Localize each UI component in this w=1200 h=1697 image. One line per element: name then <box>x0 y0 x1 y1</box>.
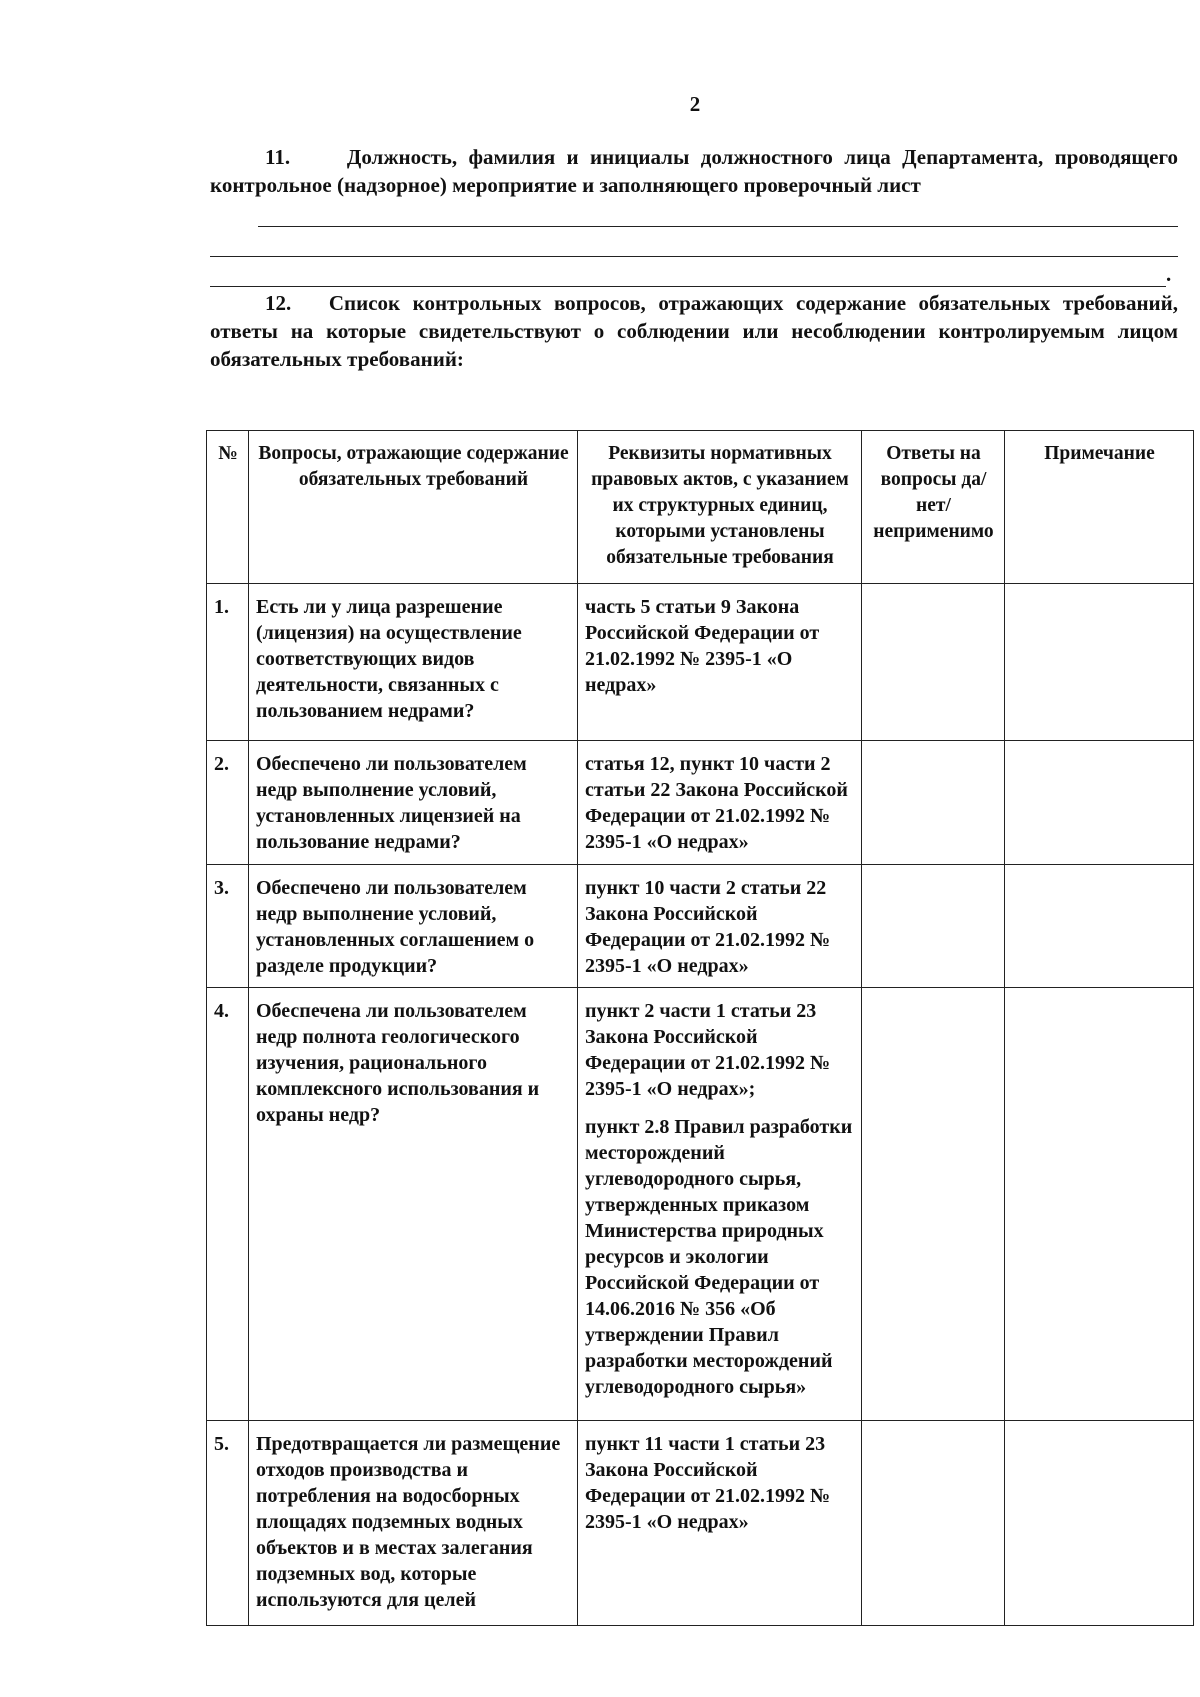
item-11-number: 11. <box>265 145 291 169</box>
answer-cell[interactable] <box>862 741 1005 865</box>
row-requisites <box>578 1421 862 1626</box>
item-11-text: Должность, фамилия и инициалы должностного лица Департамента, проводящего контрольное (надзорное) мероприятие и заполняющего проверочный лист <box>210 145 1178 197</box>
requisite-text: статья 12, пункт 10 части 2 статьи 22 Закона Российской Федерации от 21.02.1992 № 2395-1 «О недрах» <box>585 753 848 853</box>
row-question: Обеспечено ли пользователем недр выполнение условий, установленных лицензией на пользование недрами? <box>249 741 578 865</box>
signature-line-3[interactable] <box>210 286 1166 287</box>
table-row <box>207 988 1194 1421</box>
row-number: 1. <box>207 584 249 741</box>
note-cell[interactable] <box>1005 741 1194 865</box>
row-number: 2. <box>207 741 249 865</box>
row-requisites <box>578 584 862 741</box>
checklist-table <box>206 430 1194 1626</box>
requisite-text: часть 5 статьи 9 Закона Российской Федерации от 21.02.1992 № 2395-1 «О недрах» <box>585 596 820 696</box>
row-requisites <box>578 988 862 1421</box>
row-requisites <box>578 865 862 988</box>
header-question: Вопросы, отражающие содержание обязательных требований <box>249 431 578 584</box>
header-answers: Ответы на вопросы да/нет/ неприменимо <box>862 431 1005 584</box>
answer-cell[interactable] <box>862 988 1005 1421</box>
table-row <box>207 584 1194 741</box>
item-12-paragraph <box>210 289 1178 373</box>
row-question: Есть ли у лица разрешение (лицензия) на осуществление соответствующих видов деятельности, связанных с пользованием недрами? <box>249 584 578 741</box>
row-number: 5. <box>207 1421 249 1626</box>
item-11-paragraph <box>210 143 1178 199</box>
signature-line-2[interactable] <box>210 256 1178 257</box>
requisite-text: пункт 2.8 Правил разработки месторождений углеводородного сырья, утвержденных приказом Министерства природных ресурсов и экологии Российской Федерации от 14.06.2016 № 356 «Об утверждении Правил разработки месторождений углеводородного сырья» <box>585 1116 853 1398</box>
row-question: Обеспечена ли пользователем недр полнота геологического изучения, рационального комплексного использования и охраны недр? <box>249 988 578 1421</box>
table-row <box>207 1421 1194 1626</box>
table-row <box>207 865 1194 988</box>
row-question: Обеспечено ли пользователем недр выполнение условий, установленных соглашением о разделе продукции? <box>249 865 578 988</box>
table-header-row <box>207 431 1194 584</box>
row-requisites <box>578 741 862 865</box>
note-cell[interactable] <box>1005 988 1194 1421</box>
note-cell[interactable] <box>1005 865 1194 988</box>
answer-cell[interactable] <box>862 865 1005 988</box>
note-cell[interactable] <box>1005 1421 1194 1626</box>
header-requisites: Реквизиты нормативных правовых актов, с указанием их структурных единиц, которыми установлены обязательные требования <box>578 431 862 584</box>
requisite-text: пункт 2 части 1 статьи 23 Закона Российской Федерации от 21.02.1992 № 2395-1 «О недрах»; <box>585 1000 831 1100</box>
item-12-text: Список контрольных вопросов, отражающих содержание обязательных требований, ответы на которые свидетельствуют о соблюдении или несоблюдении контролируемым лицом обязательных требований: <box>210 291 1178 371</box>
row-number: 4. <box>207 988 249 1421</box>
page-number: 2 <box>689 92 701 116</box>
answer-cell[interactable] <box>862 584 1005 741</box>
table-row <box>207 741 1194 865</box>
requisite-text: пункт 10 части 2 статьи 22 Закона Российской Федерации от 21.02.1992 № 2395-1 «О недрах» <box>585 877 831 977</box>
header-note: Примечание <box>1005 431 1194 584</box>
header-number: № <box>207 431 249 584</box>
note-cell[interactable] <box>1005 584 1194 741</box>
item-11-end-mark: . <box>1166 262 1172 286</box>
row-number: 3. <box>207 865 249 988</box>
answer-cell[interactable] <box>862 1421 1005 1626</box>
signature-line-1[interactable] <box>258 226 1178 227</box>
row-question: Предотвращается ли размещение отходов производства и потребления на водосборных площадях подземных водных объектов и в местах залегания подземных вод, которые используются для целей <box>249 1421 578 1626</box>
requisite-text: пункт 11 части 1 статьи 23 Закона Российской Федерации от 21.02.1992 № 2395-1 «О недрах» <box>585 1433 831 1533</box>
item-12-number: 12. <box>265 291 292 315</box>
